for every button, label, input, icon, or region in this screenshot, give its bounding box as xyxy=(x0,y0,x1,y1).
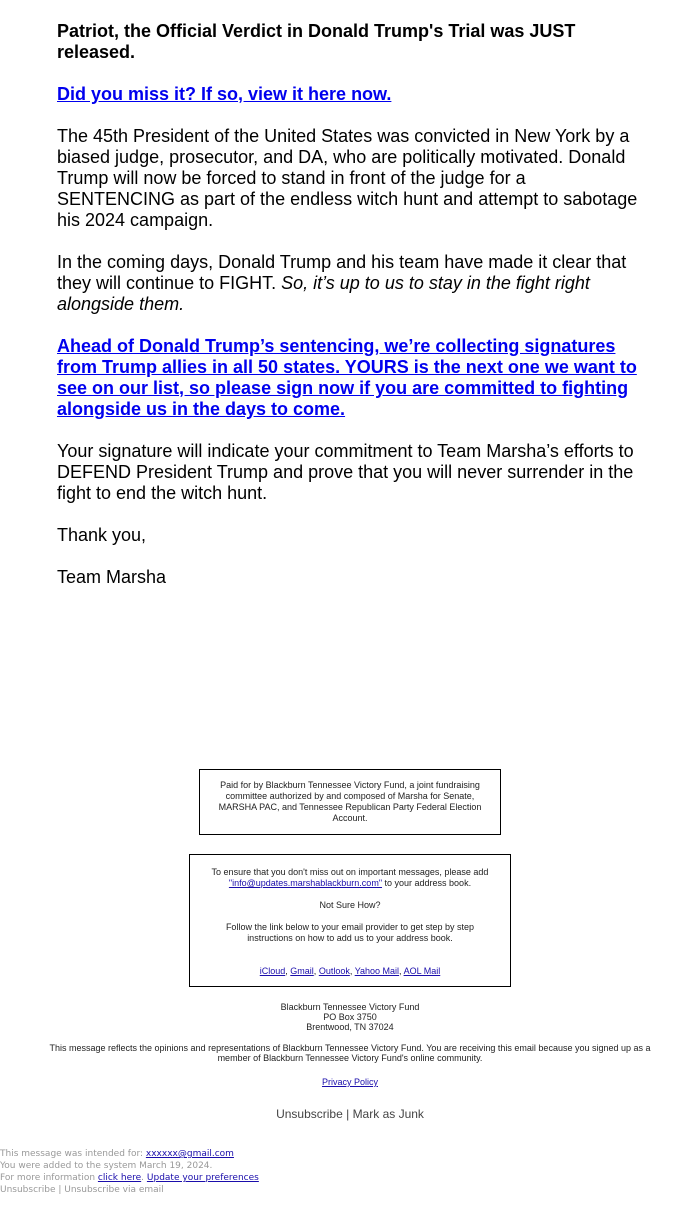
unsubscribe-email-link[interactable]: Unsubscribe via email xyxy=(64,1185,164,1195)
paragraph: In the coming days, Donald Trump and his team have made it clear that they will continue to FIGHT. So, it’s up to us to stay in the fight right alongside them. xyxy=(57,252,627,314)
recipient-email-link[interactable]: xxxxxx@gmail.com xyxy=(145,1149,234,1159)
mailing-address: Blackburn Tennessee Victory Fund PO Box 3750 Brentwood, TN 37024 xyxy=(280,1002,420,1032)
not-sure-label: Not Sure How? xyxy=(319,900,381,910)
update-preferences-link[interactable]: Update your preferences xyxy=(146,1173,259,1183)
yahoo-mail-link[interactable]: Yahoo Mail xyxy=(354,966,400,976)
delivery-meta: This message was intended for: xxxxxx@gmail.com You were added to the system March 19, 2024. For more information click here. Update your preferences Unsubscribe | Unsubscribe via email xyxy=(0,1149,259,1195)
aol-mail-link[interactable]: AOL Mail xyxy=(403,966,441,976)
signature: Team Marsha xyxy=(57,567,167,587)
paragraph: Your signature will indicate your commitment to Team Marsha’s efforts to DEFEND President Trump and prove that you will never surrender in the fight to end the witch hunt. xyxy=(57,441,634,503)
instructions: Follow the link below to your email provider to get step by step instructions on how to add us to your address book. xyxy=(225,922,475,943)
unsubscribe-link[interactable]: Unsubscribe xyxy=(276,1107,343,1121)
email-body xyxy=(57,21,647,609)
sign-petition-link[interactable]: Ahead of Donald Trump’s sentencing, we’re collecting signatures from Trump allies in all 50 states. YOURS is the next one we want to see on our list, so please sign now if you are committed to fighting alongside us in the days to come. xyxy=(57,336,637,419)
sender-email-link[interactable]: "info@updates.marshablackburn.com" xyxy=(228,878,383,888)
privacy-policy-link[interactable]: Privacy Policy xyxy=(321,1077,378,1087)
address-book-box: To ensure that you don't miss out on important messages, please add "info@updates.marshablackburn.com" to your address book. Not Sure How? Follow the link below to your email provider to get step by step instructions on how to add us to your address book. iCloud, Gmail, Outlook, Yahoo Mail, AOL Mail xyxy=(189,854,511,987)
headline: Patriot, the Official Verdict in Donald Trump's Trial was JUST released. xyxy=(57,21,576,62)
paragraph: The 45th President of the United States was convicted in New York by a biased judge, prosecutor, and DA, who are politically motivated. Donald Trump will now be forced to stand in front of the judge for a SENTENCING as part of the endless witch hunt and attempt to sabotage his 2024 campaign. xyxy=(57,126,638,230)
meta-unsubscribe-link[interactable]: Unsubscribe xyxy=(0,1185,56,1195)
notice: This message reflects the opinions and representations of Blackburn Tennessee Victory Fund. You are receiving this email because you signed up as a member of Blackburn Tennessee Victory Fund's online community. xyxy=(49,1043,651,1063)
mark-junk-link[interactable]: Mark as Junk xyxy=(352,1107,424,1121)
unsubscribe-bar: Unsubscribe | Mark as Junk xyxy=(276,1107,424,1121)
view-verdict-link[interactable]: Did you miss it? If so, view it here now. xyxy=(57,84,392,104)
click-here-link[interactable]: click here xyxy=(97,1173,142,1183)
icloud-link[interactable]: iCloud xyxy=(259,966,286,976)
provider-links: iCloud, Gmail, Outlook, Yahoo Mail, AOL Mail xyxy=(259,966,441,976)
outlook-link[interactable]: Outlook xyxy=(318,966,350,976)
disclaimer-box: Paid for by Blackburn Tennessee Victory Fund, a joint fundraising committee authorized by and composed of Marsha for Senate, MARSHA PAC, and Tennessee Republican Party Federal Election Account. xyxy=(199,769,501,835)
gmail-link[interactable]: Gmail xyxy=(290,966,314,976)
closing: Thank you, xyxy=(57,525,147,545)
